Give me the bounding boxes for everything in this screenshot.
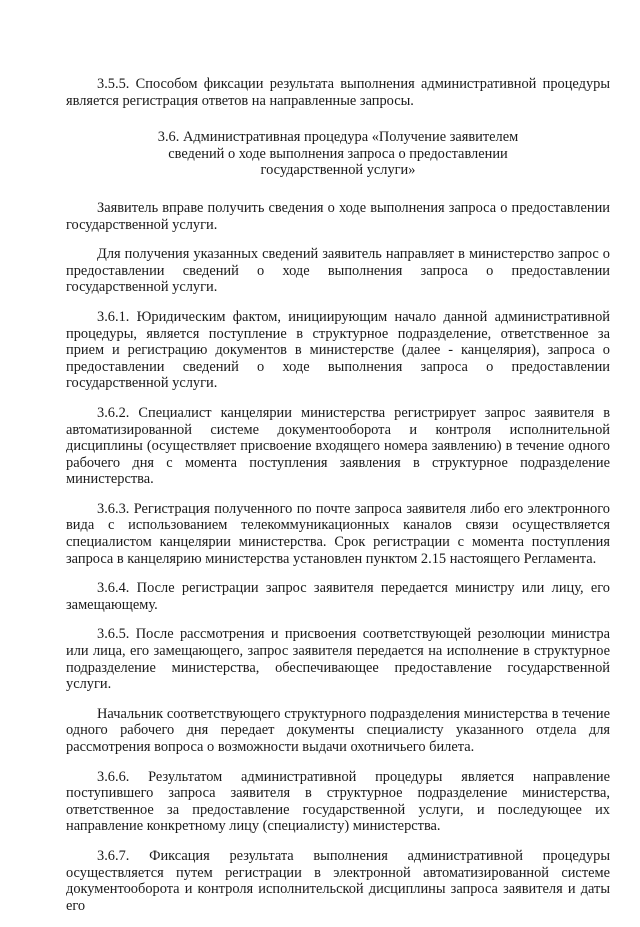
paragraph-3-5-5: 3.5.5. Способом фиксации результата выполнения административной процедуры является регистрация ответов на направленные запросы. — [66, 76, 610, 109]
paragraph-3-6-7: 3.6.7. Фиксация результата выполнения административной процедуры осуществляется путем регистрации в электронной автоматизированной системе документооборота и контроля исполнительской дисциплины запроса заявителя и даты его — [66, 847, 610, 914]
paragraph-3-6-4: 3.6.4. После регистрации запрос заявителя передается министру или лицу, его замещающему. — [66, 580, 610, 613]
section-heading-line-1: 3.6. Административная процедура «Получение заявителем — [157, 129, 519, 146]
paragraph-3-6-3: 3.6.3. Регистрация полученного по почте запроса заявителя либо его электронного вида с использованием телекоммуникационных каналов связи осуществляется специалистом канцелярии министерства. Срок регистрации с момента поступления запроса в канцелярию министерства установлен пунктом 2.15 настоящего Регламента. — [66, 500, 610, 567]
paragraph-head-of-unit: Начальник соответствующего структурного подразделения министерства в течение одного рабочего дня передает документы специалисту указанного отдела для рассмотрения вопроса о возможности выдачи охотничьего билета. — [66, 705, 610, 755]
section-heading-3-6 — [66, 129, 610, 179]
document-body — [66, 76, 610, 927]
section-heading-line-3: государственной услуги» — [260, 162, 416, 179]
section-heading-line-2: сведений о ходе выполнения запроса о предоставлении — [168, 145, 508, 162]
paragraph-intro-2: Для получения указанных сведений заявитель направляет в министерство запрос о предоставлении сведений о ходе выполнения запроса о предоставлении государственной услуги. — [66, 246, 610, 296]
paragraph-intro-1: Заявитель вправе получить сведения о ходе выполнения запроса о предоставлении государственной услуги. — [66, 199, 610, 233]
paragraph-3-6-5: 3.6.5. После рассмотрения и присвоения соответствующей резолюции министра или лица, его замещающего, запрос заявителя передается на исполнение в структурное подразделение министерства, обеспечивающее предоставление государственной услуги. — [66, 626, 610, 693]
paragraph-3-6-1: 3.6.1. Юридическим фактом, инициирующим начало данной административной процедуры, является поступление в структурное подразделение, ответственное за прием и регистрацию документов в министерстве (далее - канцелярия), запроса о предоставлении сведений о ходе выполнения запроса о предоставлении государственной услуги. — [66, 308, 610, 392]
paragraph-3-6-2: 3.6.2. Специалист канцелярии министерства регистрирует запрос заявителя в автоматизированной системе документооборота и контроля исполнительной дисциплины (осуществляет присвоение входящего номера заявлению) в течение одного рабочего дня с момента поступления заявления в структурное подразделение министерства. — [66, 404, 610, 488]
paragraph-3-6-6: 3.6.6. Результатом административной процедуры является направление поступившего запроса заявителя в структурное подразделение министерства, ответственное за предоставление государственной услуги, и последующее их направление конкретному лицу (специалисту) министерства. — [66, 768, 610, 835]
